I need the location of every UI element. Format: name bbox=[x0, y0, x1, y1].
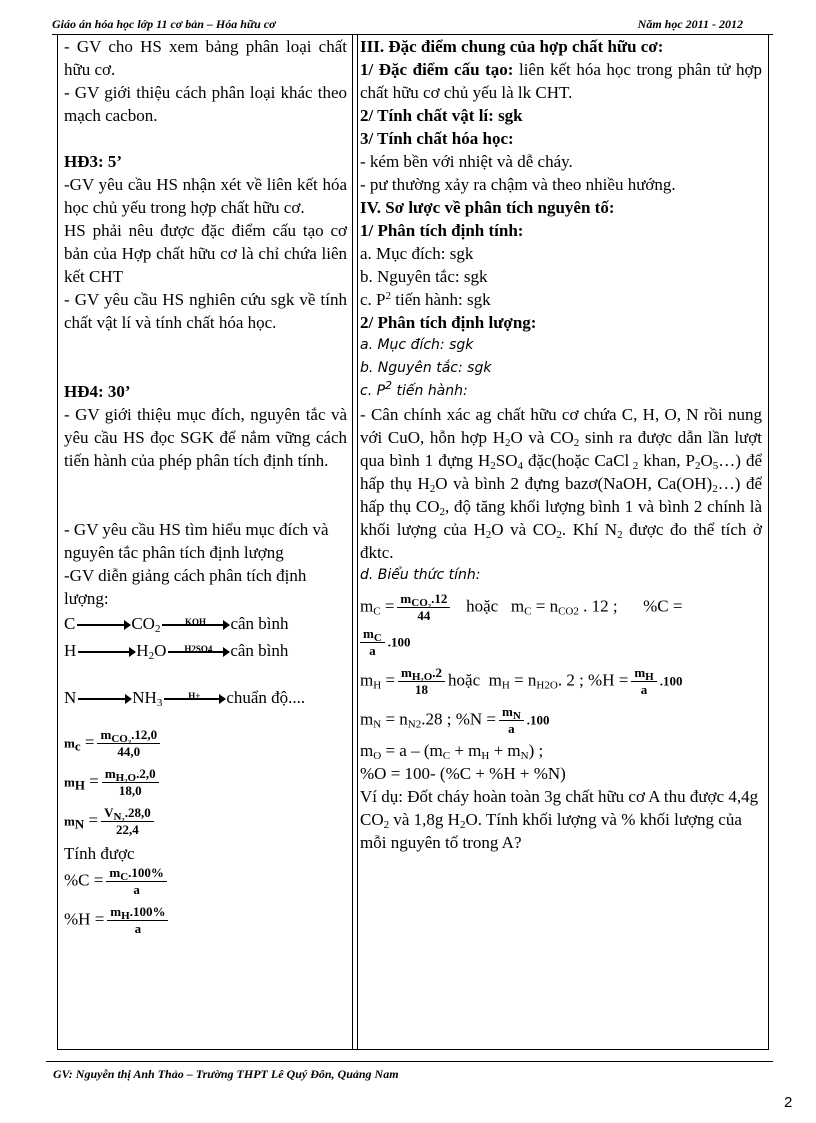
example: Ví dụ: Đốt cháy hoàn toàn 3g chất hữu cơ A thu được 4,4g $CO_2$ và 1,8g $H_2O$. Tính khối lượng và % khối lượng của mỗi nguyên tố trong A? bbox=[360, 787, 759, 852]
scheme-hydrogen: H $H_2O$ H2SO4 cân bình bbox=[64, 641, 289, 662]
arrow-icon bbox=[78, 698, 130, 700]
formula-pc: %C = $\frac{m_C.100\%}{a}$ bbox=[64, 865, 347, 898]
structure-feature: 1/ Đặc điểm cấu tạo: liên kết hóa học trong phân tử hợp chất hữu cơ chủ yếu là lk CHT. bbox=[360, 60, 762, 102]
quantitative-heading: 2/ Phân tích định lượng: bbox=[360, 313, 537, 332]
scheme-nitrogen: N $NH_3$ H+ chuẩn độ.... bbox=[64, 688, 306, 709]
lesson-table bbox=[57, 34, 769, 1050]
left-p3: -GV yêu cầu HS nhận xét về liên kết hóa học chủ yếu trong hợp chất hữu cơ. bbox=[64, 175, 347, 217]
hd4-heading: HĐ4: 30’ bbox=[64, 382, 131, 401]
teacher-activity-column bbox=[64, 35, 347, 1049]
quant-c: c. $P^2$ tiến hành: bbox=[360, 379, 468, 399]
quant-a: a. Mục đích: sgk bbox=[360, 337, 474, 353]
formula-mc-right: $m_C$ = $\frac{m_{CO_2}.12}{44}$ hoặc $m_C = n_{CO2}$ . 12 ; %C = bbox=[360, 591, 683, 623]
qualitative-heading: 1/ Phân tích định tính: bbox=[360, 221, 524, 240]
left-p6: - GV giới thiệu mục đích, nguyên tắc và yêu cầu HS đọc SGK để nắm vững cách tiến hành của phép phân tích định tính. bbox=[64, 405, 347, 470]
formula-mn-right: $m_N = n_{N2}.28$ ; %N = $\frac{m_N}{a}$ .100 bbox=[360, 704, 550, 736]
physical-props: 2/ Tính chất vật lí: sgk bbox=[360, 106, 523, 125]
formula-mo: $m_O = a - (m_C + m_H + m_N)$ ; bbox=[360, 741, 544, 762]
tinh-duoc: Tính được bbox=[64, 844, 135, 863]
header-year: Năm học 2011 - 2012 bbox=[637, 17, 743, 31]
qual-a: a. Mục đích: sgk bbox=[360, 244, 474, 263]
formula-mh: $m_H$ = $\frac{m_{H_2O}.2,0}{18,0}$ bbox=[64, 766, 347, 799]
chemical-props: 3/ Tính chất hóa học: bbox=[360, 129, 514, 148]
formula-mn: $m_N$ = $\frac{V_{N_2}.28,0}{22,4}$ bbox=[64, 805, 347, 838]
qual-b: b. Nguyên tắc: sgk bbox=[360, 267, 488, 286]
arrow-icon bbox=[77, 624, 129, 626]
section-iii-heading: III. Đặc điểm chung của hợp chất hữu cơ: bbox=[360, 37, 664, 56]
arrow-icon: KOH bbox=[162, 624, 228, 626]
left-p2: - GV giới thiệu cách phân loại khác theo mạch cacbon. bbox=[64, 83, 347, 125]
formula-ph: %H = $\frac{m_H.100\%}{a}$ bbox=[64, 904, 347, 937]
chem-line-2: - pư thường xảy ra chậm và theo nhiều hướng. bbox=[360, 175, 676, 194]
formula-pc-right: $\frac{m_C}{a}$ .100 bbox=[360, 626, 762, 659]
formula-mc: $m_c$ = $\frac{m_{CO_2}.12,0}{44,0}$ bbox=[64, 727, 347, 760]
left-p5: - GV yêu cầu HS nghiên cứu sgk về tính chất vật lí và tính chất hóa học. bbox=[64, 290, 347, 332]
column-divider bbox=[352, 35, 358, 1049]
qual-c: c. $P^2$ tiến hành: sgk bbox=[360, 290, 491, 309]
content-column bbox=[360, 35, 762, 1049]
chem-line-1: - kém bền với nhiệt và dễ cháy. bbox=[360, 152, 573, 171]
scheme-carbon: C $CO_2$ KOH cân bình bbox=[64, 614, 289, 635]
footer-author: GV: Nguyễn thị Anh Thảo – Trường THPT Lê Quý Đôn, Quảng Nam bbox=[53, 1067, 399, 1081]
header-title: Giáo án hóa học lớp 11 cơ bản – Hóa hữu cơ bbox=[52, 17, 276, 31]
calc-heading: d. Biểu thức tính: bbox=[360, 567, 481, 583]
page-footer bbox=[46, 1061, 773, 1081]
formula-po: %O = 100- (%C + %H + %N) bbox=[360, 764, 566, 783]
arrow-icon: H2SO4 bbox=[168, 651, 228, 653]
arrow-icon bbox=[78, 651, 134, 653]
arrow-icon: H+ bbox=[164, 698, 224, 700]
left-p7: - GV yêu cầu HS tìm hiểu mục đích và nguyên tắc phân tích định lượng bbox=[64, 520, 329, 562]
hd3-heading: HĐ3: 5’ bbox=[64, 152, 123, 171]
section-iv-heading: IV. Sơ lược về phân tích nguyên tố: bbox=[360, 198, 615, 217]
left-p1: - GV cho HS xem bảng phân loại chất hữu cơ. bbox=[64, 37, 347, 79]
quant-procedure: - Cân chính xác ag chất hữu cơ chứa C, H, O, N rồi nung với CuO, hỗn hợp $H_2O$ và $CO_2$ sinh ra được dẫn lần lượt qua bình 1 đựng $H_2SO_4$ đặc(hoặc CaCl $_2$ khan, $P_2O_5\dots$) để hấp thụ $H_2O$ và bình 2 đựng bazơ(NaOH, $Ca(OH)_2\dots$) để hấp thụ $CO_2$, độ tăng khối lượng bình 1 và bình 2 chính là khối lượng của $H_2O$ và $CO_2$. Khí $N_2$ được đo thể tích ở đktc. bbox=[360, 405, 763, 562]
page-number: 2 bbox=[784, 1094, 793, 1111]
left-p4: HS phải nêu được đặc điểm cấu tạo cơ bản của Hợp chất hữu cơ là chỉ chứa liên kết CHT bbox=[64, 221, 347, 286]
page-header bbox=[52, 14, 773, 35]
formula-mh-right: $m_H$ = $\frac{m_{H_2O}.2}{18}$ hoặc $m_H = n_{H2O}$. 2 ; %H = $\frac{m_H}{a}$ .100 bbox=[360, 665, 683, 697]
left-p8: -GV diễn giảng cách phân tích định lượng: bbox=[64, 566, 307, 608]
quant-b: b. Nguyên tắc: sgk bbox=[360, 360, 492, 376]
